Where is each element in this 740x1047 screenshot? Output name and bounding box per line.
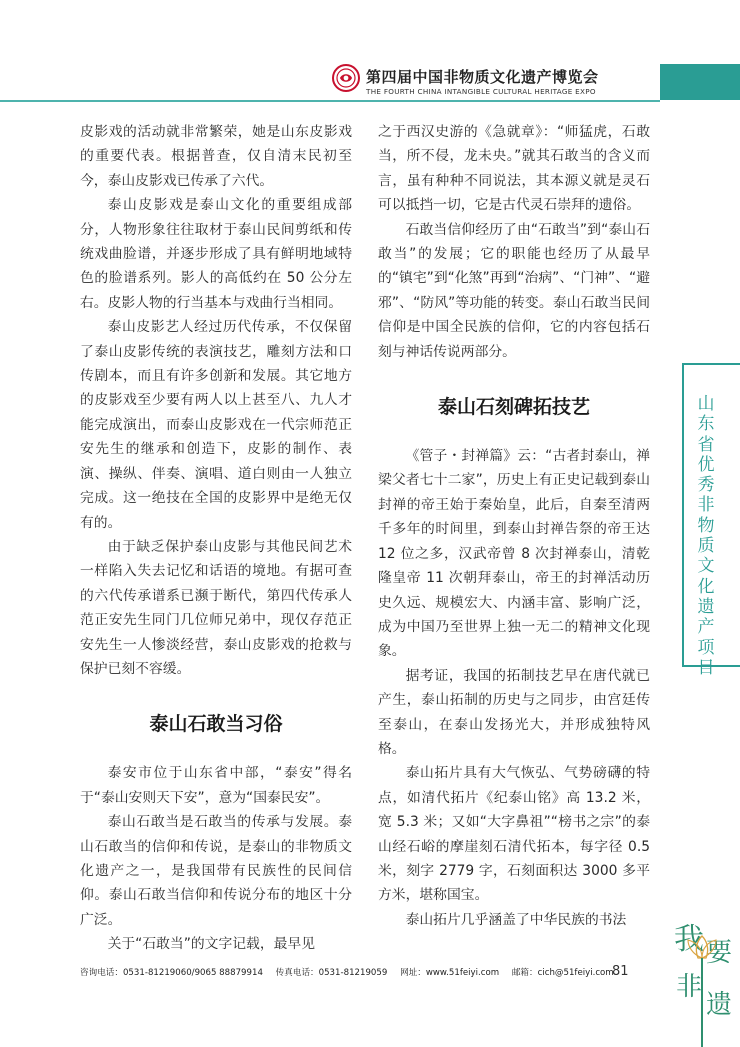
- paragraph: 关于“石敢当”的文字记载，最早见: [107, 936, 316, 953]
- sidebar-label: 山东省优秀非物质文化遗产项目: [697, 394, 715, 678]
- brand-char: 要: [706, 938, 733, 968]
- footer-website: 网址：www.51feiyi.com: [400, 968, 500, 978]
- left-column: [80, 120, 352, 957]
- paragraph: 据考证，我国的拓制技艺早在唐代就已产生，泰山拓制的历史与之同步，由宫廷传至泰山，在泰山发扬光大，并形成独特风格。: [378, 667, 650, 757]
- paragraph: 石敢当信仰经历了由“石敢当”到“泰山石敢当”的发展；它的职能也经历了从最早的“镇宅”到“化煞”再到“治病”、“门神”、“避邪”、“防风”等功能的转变。泰山石敢当民间信仰是中国全民族的信仰，它的内容包括石刻与神话传说两部分。: [378, 221, 650, 360]
- paragraph: 泰山拓片几乎涵盖了中华民族的书法: [405, 911, 627, 928]
- brand-char: 遗: [706, 990, 733, 1020]
- footer-email: 邮箱：cich@51feiyi.com: [511, 968, 614, 978]
- paragraph: 泰山石敢当是石敢当的传承与发展。泰山石敢当的信仰和传说，是泰山的非物质文化遗产之一，是我国带有民族性的民间信仰。泰山石敢当信仰和传说分布的地区十分广泛。: [80, 814, 352, 928]
- section-title: 泰山石刻碑拓技艺: [437, 396, 590, 419]
- paragraph: 泰山皮影戏是泰山文化的重要组成部分，人物形象往往取材于泰山民间剪纸和传统戏曲脸谱，并逐步形成了具有鲜明地域特色的脸谱系列。影人的高低约在 50 公分左右。皮影人物的行当基本与戏曲行当相同。: [80, 197, 352, 311]
- paragraph: 皮影戏的活动就非常繁荣，她是山东皮影戏的重要代表。根据普查，仅自清末民初至今，泰山皮影戏已传承了六代。: [80, 124, 352, 189]
- paragraph: 之于西汉史游的《急就章》：“师猛虎，石敢当，所不侵，龙未央。”就其石敢当的含义而言，虽有种种不同说法，其本源义就是灵石可以抵挡一切，它是古代灵石崇拜的遗俗。: [378, 124, 650, 214]
- paragraph: 泰安市位于山东省中部，“泰安”得名于“泰山安则天下安”，意为“国泰民安”。: [80, 765, 352, 806]
- right-column: [378, 120, 650, 932]
- paragraph: 泰山皮影艺人经过历代传承，不仅保留了泰山皮影传统的表演技艺，雕刻方法和口传剧本，而且有许多创新和发展。其它地方的皮影戏至少要有两人以上甚至八、九人才能完成演出，而泰山皮影戏在一代宗师范正安先生的继承和创造下，皮影的制作、表演、操纵、伴奏、演唱、道白则由一人独立完成。这一绝技在全国的皮影界中是绝无仅有的。: [80, 319, 352, 531]
- footer-consult-phone: 咨询电话：0531-81219060/9065 88879914: [80, 968, 263, 978]
- lotus-icon: [672, 908, 740, 1047]
- section-title: 泰山石敢当习俗: [149, 713, 283, 736]
- brand-char: 非: [676, 972, 703, 1002]
- footer-fax: 传真电话：0531-81219059: [275, 968, 388, 978]
- header-subtitle: THE FOURTH CHINA INTANGIBLE CULTURAL HERITAGE EXPO: [366, 87, 596, 96]
- header-title: 第四届中国非物质文化遗产博览会: [366, 68, 599, 86]
- paragraph: 《管子・封禅篇》云：“古者封泰山，禅梁父者七十二家”，历史上有正史记载到泰山封禅的帝王始于秦始皇，此后，自秦至清两千多年的时间里，到泰山封禅告祭的帝王达 12 位之多，汉武帝曾 8 次封禅泰山，清乾隆皇帝 11 次朝拜泰山，帝王的封禅活动历史久远、规模宏大、内涵丰富、影响广泛，成为中国乃至世界上独一无二的精神文化现象。: [378, 448, 650, 660]
- header: [0, 58, 740, 106]
- expo-logo-icon: [332, 64, 360, 92]
- header-divider: [0, 100, 660, 102]
- page-number: 81: [612, 964, 629, 979]
- header-accent-tab: [660, 64, 740, 100]
- paragraph: 泰山拓片具有大气恢弘、气势磅礴的特点，如清代拓片《纪泰山铭》高 13.2 米，宽 5.3 米；又如“大字鼻祖”“榜书之宗”的泰山经石峪的摩崖刻石清代拓本，每字径 0.5 米，刻字 2779 字，石刻面积达 3000 多平方米，堪称国宝。: [378, 765, 650, 904]
- paragraph: 由于缺乏保护泰山皮影与其他民间艺术一样陷入失去记忆和话语的境地。有据可查的六代传承谱系已濒于断代，第四代传承人范正安先生同门几位师兄弟中，现仅存范正安先生一人惨淡经营，泰山皮影戏的抢救与保护已刻不容缓。: [80, 538, 352, 677]
- brand-mark: [672, 908, 740, 1047]
- brand-char: 我: [674, 922, 704, 957]
- footer: [80, 966, 614, 978]
